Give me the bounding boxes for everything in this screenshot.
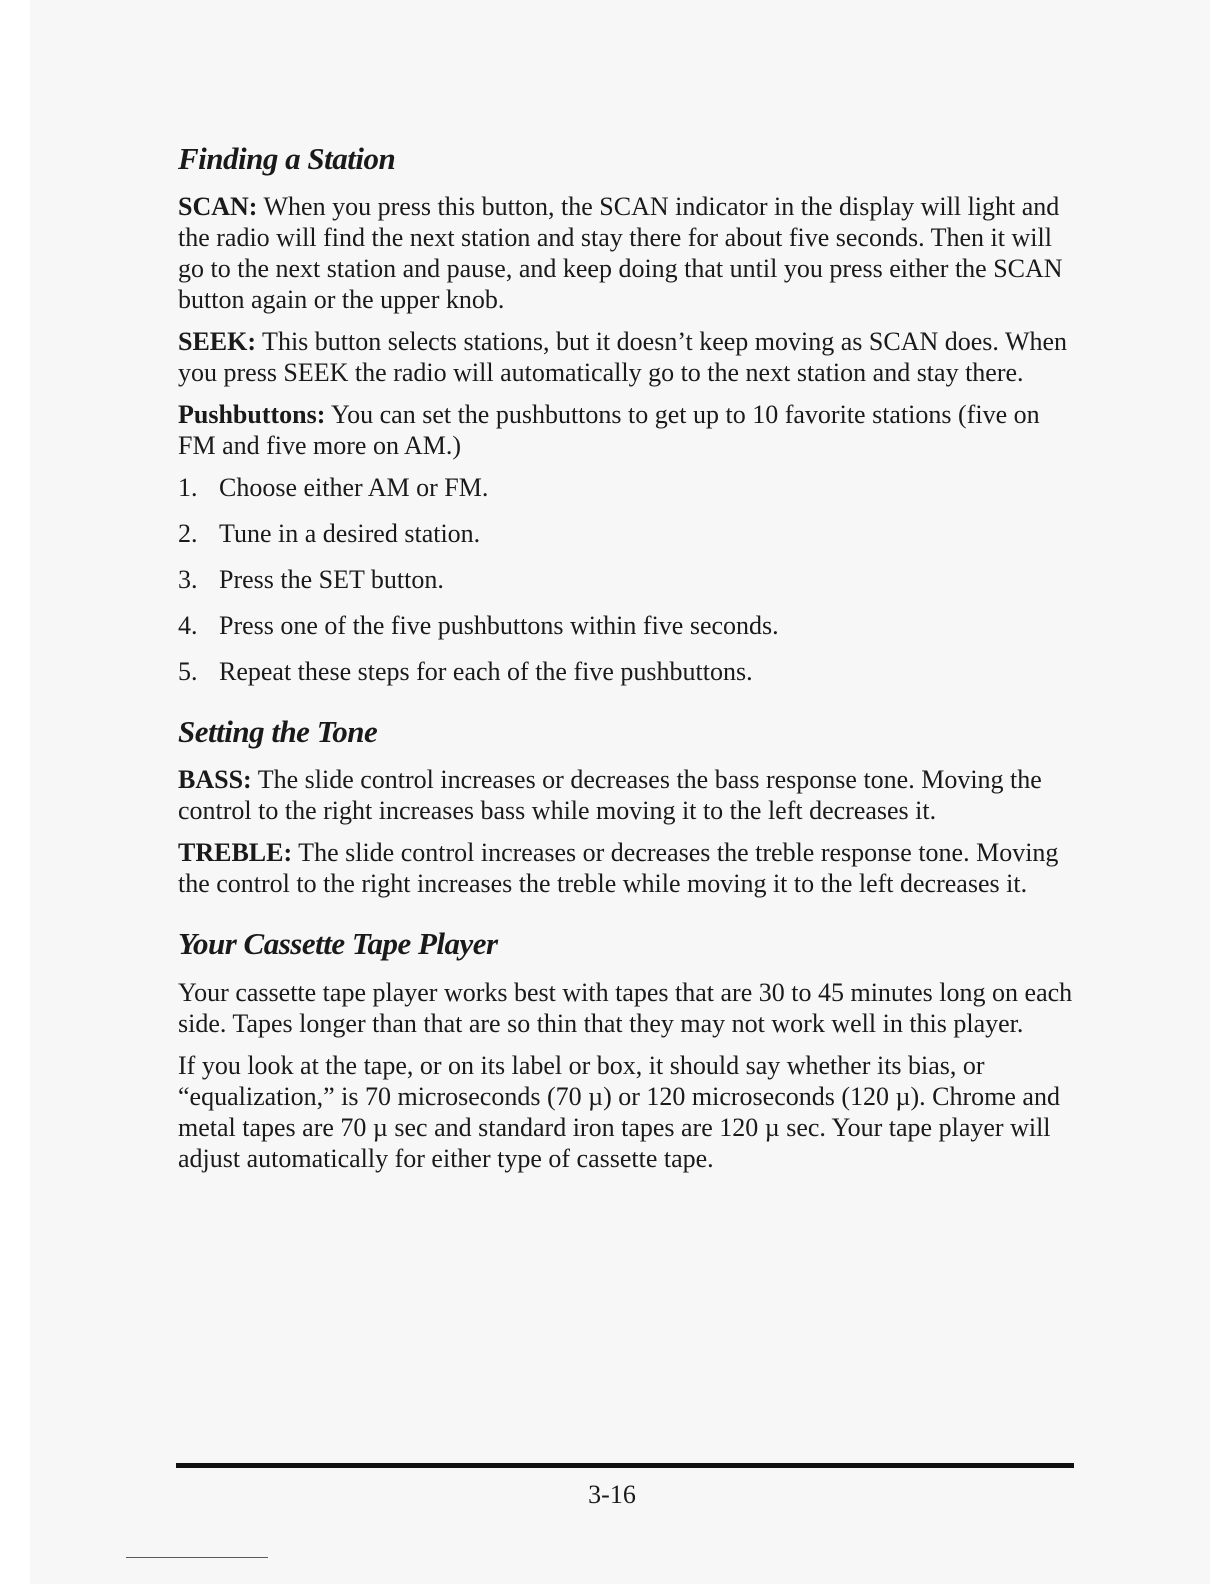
list-item <box>178 656 1083 687</box>
paragraph-seek <box>178 326 1083 388</box>
list-item <box>178 518 1083 549</box>
paragraph-cassette-length: Your cassette tape player works best with tapes that are 30 to 45 minutes long on each side. Tapes longer than that are so thin that they may not work well in this player. <box>178 977 1073 1038</box>
step-number: 1. <box>178 473 198 503</box>
heading-cassette-tape-player: Your Cassette Tape Player <box>178 926 498 962</box>
paragraph-scan <box>178 191 1083 315</box>
term-seek: SEEK: <box>178 327 257 357</box>
step-number: 5. <box>178 657 198 687</box>
heading-finding-a-station: Finding a Station <box>178 141 396 176</box>
step-text: Choose either AM or FM. <box>219 473 489 503</box>
page-number: 3-16 <box>588 1480 636 1509</box>
paragraph-bass <box>178 764 1083 826</box>
term-pushbuttons: Pushbuttons: <box>178 400 326 430</box>
bottom-stub-line <box>126 1557 268 1558</box>
step-number: 2. <box>178 519 198 549</box>
step-text: Press the SET button. <box>219 565 444 595</box>
text-scan: When you press this button, the SCAN indicator in the display will light and the radio will find the next station and stay there for about five seconds. Then it will go to the next station and pause, and keep doing that until you press either the SCAN button again or the upper knob. <box>178 192 1063 315</box>
section-cassette-tape-player <box>178 925 1083 1173</box>
list-item <box>178 472 1083 503</box>
text-seek: This button selects stations, but it doesn’t keep moving as SCAN does. When you press SEEK the radio will automatically go to the next station and stay there. <box>178 327 1068 388</box>
section-finding-a-station <box>178 140 1083 687</box>
list-item <box>178 564 1083 595</box>
text-bass: The slide control increases or decreases the bass response tone. Moving the control to the right increases bass while moving it to the left decreases it. <box>178 765 1042 826</box>
term-bass: BASS: <box>178 765 252 795</box>
step-text: Tune in a desired station. <box>219 519 481 549</box>
step-text: Press one of the five pushbuttons within five seconds. <box>219 611 779 641</box>
term-treble: TREBLE: <box>178 838 293 868</box>
step-number: 3. <box>178 565 198 595</box>
list-item <box>178 610 1083 641</box>
section-setting-the-tone <box>178 713 1083 899</box>
text-treble: The slide control increases or decreases the treble response tone. Moving the control to the right increases the treble while moving it to the left decreases it. <box>178 838 1059 899</box>
steps-list <box>178 472 1083 687</box>
document-body <box>178 140 1083 1185</box>
step-text: Repeat these steps for each of the five pushbuttons. <box>219 657 753 687</box>
paragraph-cassette-bias: If you look at the tape, or on its label or box, it should say whether its bias, or “equalization,” is 70 microseconds (70 µ) or 120 microseconds (120 µ). Chrome and metal tapes are 70 µ sec and standard iron tapes are 120 µ sec. Your tape player will adjust automatically for either type of cassette tape. <box>178 1050 1060 1173</box>
footer-rule <box>176 1463 1074 1468</box>
step-number: 4. <box>178 611 198 641</box>
paragraph-treble <box>178 837 1083 899</box>
term-scan: SCAN: <box>178 192 258 222</box>
paragraph-pushbuttons <box>178 399 1083 461</box>
text-pushbuttons: You can set the pushbuttons to get up to 10 favorite stations (five on FM and five more on AM.) <box>178 400 1040 461</box>
heading-setting-the-tone: Setting the Tone <box>178 714 378 750</box>
